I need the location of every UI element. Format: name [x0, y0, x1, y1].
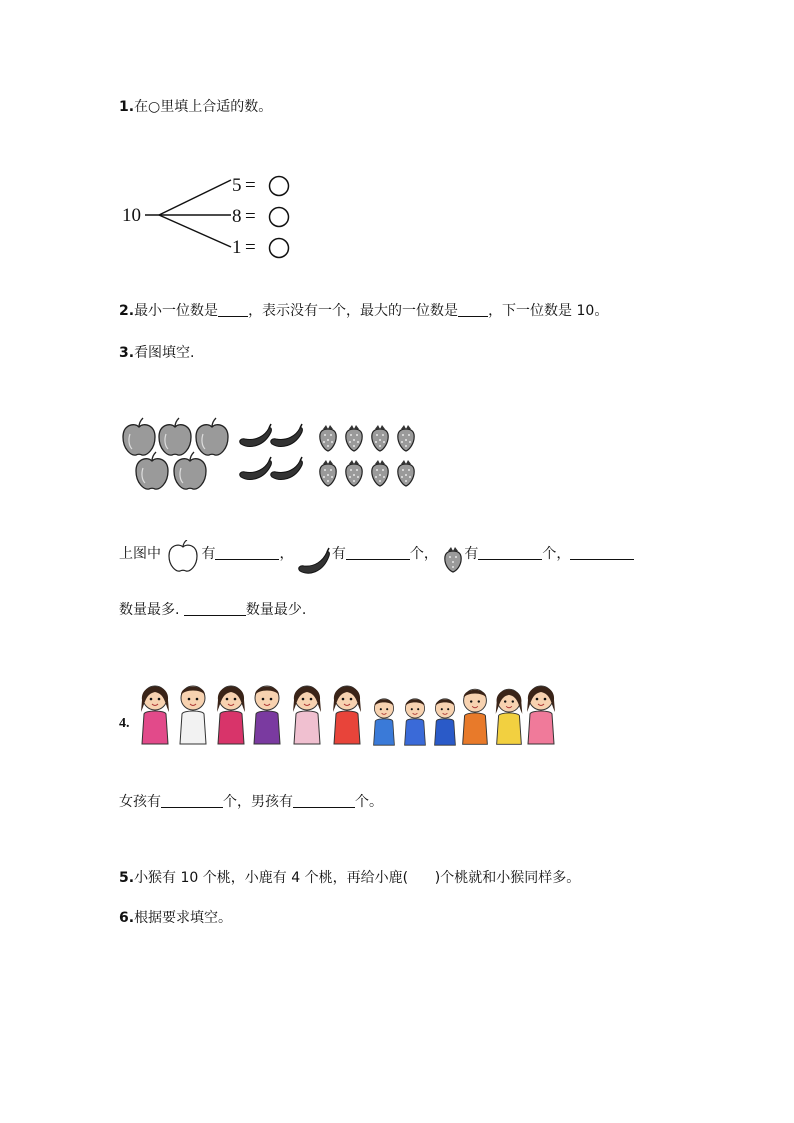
boy-figure [374, 699, 395, 745]
q3-line [119, 343, 195, 363]
q1-number: 1. [119, 99, 135, 115]
q1-equals-3: = [245, 237, 256, 258]
q3-blank-most[interactable] [570, 545, 634, 560]
q3-blank-strawberry[interactable] [478, 545, 542, 560]
q2-line [119, 301, 608, 321]
q4-text-boys: 个，男孩有 [223, 794, 293, 810]
q2-text-2: ，表示没有一个，最大的一位数是 [248, 303, 459, 319]
q1-line [119, 97, 272, 117]
apple-icon [165, 540, 201, 576]
q1-text: 在○里填上合适的数。 [134, 99, 273, 115]
q4-answer-line [119, 792, 383, 812]
q3-s1-unit-1: 个， [409, 546, 438, 562]
q1-part-1: 5 [232, 175, 242, 196]
q5-line [119, 868, 580, 888]
q1-part-3: 1 [232, 237, 242, 258]
q3-s2-least-text: 数量最少. [245, 602, 307, 618]
strawberry-icon [398, 460, 414, 486]
girl-figure [333, 686, 361, 744]
banana-icon [240, 424, 272, 446]
q3-sentence-2 [119, 600, 306, 620]
q4-text-end: 个。 [355, 794, 383, 810]
apple-icon [123, 418, 155, 455]
apple-icon [174, 452, 206, 489]
banana-icon [271, 457, 303, 479]
girl-figure [293, 686, 321, 744]
apple-icon [196, 418, 228, 455]
strawberry-icon [372, 460, 388, 486]
q6-line [119, 908, 232, 928]
q2-text-1: 最小一位数是 [134, 303, 219, 319]
q3-text: 看图填空. [134, 345, 195, 361]
girl-figure [527, 686, 555, 744]
strawberry-icon [372, 425, 388, 451]
boy-figure [254, 686, 280, 744]
q2-text-3: ，下一位数是 10。 [488, 303, 609, 319]
q3-number: 3. [119, 345, 135, 361]
q4-children-picture [137, 680, 561, 750]
girl-figure [141, 686, 169, 744]
q1-branch-top [159, 180, 231, 215]
strawberry-icon [398, 425, 414, 451]
q2-number: 2. [119, 303, 135, 319]
apple-icon [159, 418, 191, 455]
q3-s1-have-1: 有 [201, 546, 216, 562]
strawberry-icon [320, 425, 336, 451]
boy-figure [180, 686, 206, 744]
q3-blank-apple[interactable] [215, 545, 279, 560]
q1-answer-circle-1[interactable] [270, 177, 289, 196]
q4-blank-girls[interactable] [161, 793, 223, 808]
q1-answer-circle-2[interactable] [270, 208, 289, 227]
q6-text: 根据要求填空。 [134, 910, 233, 926]
q4-blank-boys[interactable] [293, 793, 355, 808]
q3-fruit-picture [119, 414, 421, 496]
strawberry-icon [442, 544, 464, 574]
q3-blank-banana[interactable] [346, 545, 410, 560]
q2-blank-largest[interactable] [458, 302, 488, 317]
q5-number: 5. [119, 870, 135, 886]
q4-text-girls: 女孩有 [119, 794, 161, 810]
strawberry-icon [320, 460, 336, 486]
apple-icon [136, 452, 168, 489]
q4-number: 4. [119, 716, 130, 731]
q3-s2-most-text: 数量最多. [119, 602, 180, 618]
boy-figure [405, 699, 426, 745]
q1-equals-1: = [245, 175, 256, 196]
banana-icon [240, 457, 272, 479]
q3-blank-least[interactable] [184, 601, 246, 616]
q2-blank-smallest[interactable] [218, 302, 248, 317]
q5-text: 小猴有 10 个桃，小鹿有 4 个桃，再给小鹿( )个桃就和小猴同样多。 [134, 870, 581, 886]
strawberry-icon [346, 425, 362, 451]
q3-s1-comma: ， [279, 546, 294, 562]
q3-sentence-1 [119, 540, 634, 580]
q1-answer-circle-3[interactable] [270, 239, 289, 258]
q1-decomposition-diagram [119, 170, 299, 262]
q3-s1-have-3: 有 [464, 546, 479, 562]
q3-s1-have-2: 有 [331, 546, 346, 562]
boy-figure [463, 689, 488, 744]
girl-figure [496, 689, 523, 744]
q1-branch-bottom [159, 215, 231, 247]
strawberry-icon [346, 460, 362, 486]
girl-figure [217, 686, 245, 744]
q1-part-2: 8 [232, 206, 242, 227]
q6-number: 6. [119, 910, 135, 926]
banana-icon [271, 424, 303, 446]
boy-figure [435, 699, 456, 745]
q1-equals-2: = [245, 206, 256, 227]
q3-s1-prefix: 上图中 [119, 546, 161, 562]
q3-s1-unit-2: 个， [542, 546, 571, 562]
banana-icon [298, 546, 332, 580]
q1-root-number: 10 [122, 205, 141, 226]
